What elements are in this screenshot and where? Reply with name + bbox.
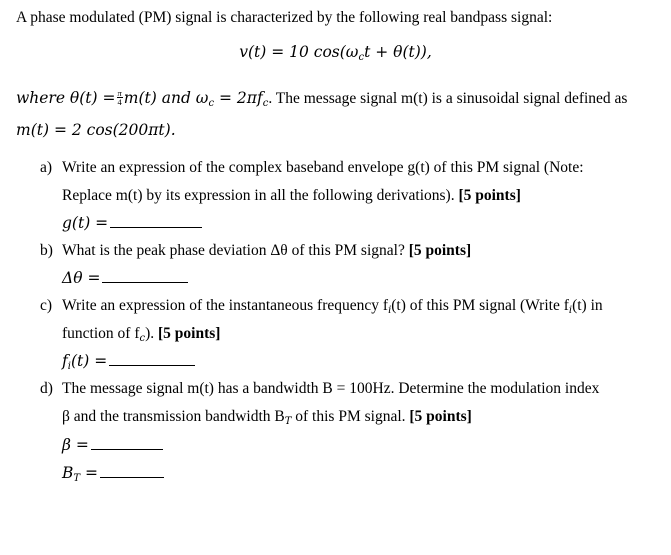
question-c-label: c) (40, 297, 53, 314)
question-c-line2: function of $f_c$). [5 points] (62, 325, 221, 344)
answer-d-beta-blank[interactable] (91, 435, 163, 450)
where-line: where θ(t) = $\frac{\pi}{4}$ m(t) and $\omega_c = 2\pi f_c$. The message signal m(t) is a sinusoidal signal defined as (16, 87, 628, 109)
signal-equation: v(t) = 10 $\cos(\omega_ct + \theta(t))$, (239, 43, 432, 63)
answer-d-beta: β = (62, 435, 163, 456)
answer-c-blank[interactable] (109, 351, 195, 366)
question-b-line1: What is the peak phase deviation Δθ of this PM signal? [5 points] (62, 242, 472, 259)
question-d-points: [5 points] (409, 408, 472, 425)
question-a-line1: Write an expression of the complex baseband envelope g(t) of this PM signal (Note: (62, 159, 584, 176)
answer-d-bandwidth-blank[interactable] (100, 463, 164, 478)
question-d-line2: β and the transmission bandwidth $B_T$ of this PM signal. [5 points] (62, 408, 472, 427)
message-definition: m(t) = 2 cos(200πt). (16, 121, 176, 139)
answer-c: $f_i(t)$ = (62, 351, 195, 372)
question-b-label: b) (40, 242, 53, 259)
answer-b: Δθ = (62, 268, 188, 289)
question-d-label: d) (40, 380, 53, 397)
answer-b-blank[interactable] (102, 268, 188, 283)
question-a-points: [5 points] (458, 187, 521, 204)
answer-a-blank[interactable] (110, 213, 202, 228)
answer-a: g(t) = (62, 213, 202, 234)
question-a-label: a) (40, 159, 53, 176)
question-b-points: [5 points] (408, 242, 472, 259)
intro-text: A phase modulated (PM) signal is characterized by the following real bandpass signal: (16, 9, 553, 26)
question-c-line1: Write an expression of the instantaneous frequency $f_i(t)$ of this PM signal (Write $f_i(t)$ in (62, 297, 603, 316)
answer-d-bandwidth: $B_T$ = (62, 463, 164, 484)
question-a-line2: Replace m(t) by its expression in all the following derivations). [5 points] (62, 187, 521, 204)
question-d-line1: The message signal m(t) has a bandwidth B = 100Hz. Determine the modulation index (62, 380, 600, 397)
question-c-points: [5 points] (158, 325, 221, 342)
pi-over-four: $\frac{\pi}{4}$ (117, 87, 122, 107)
